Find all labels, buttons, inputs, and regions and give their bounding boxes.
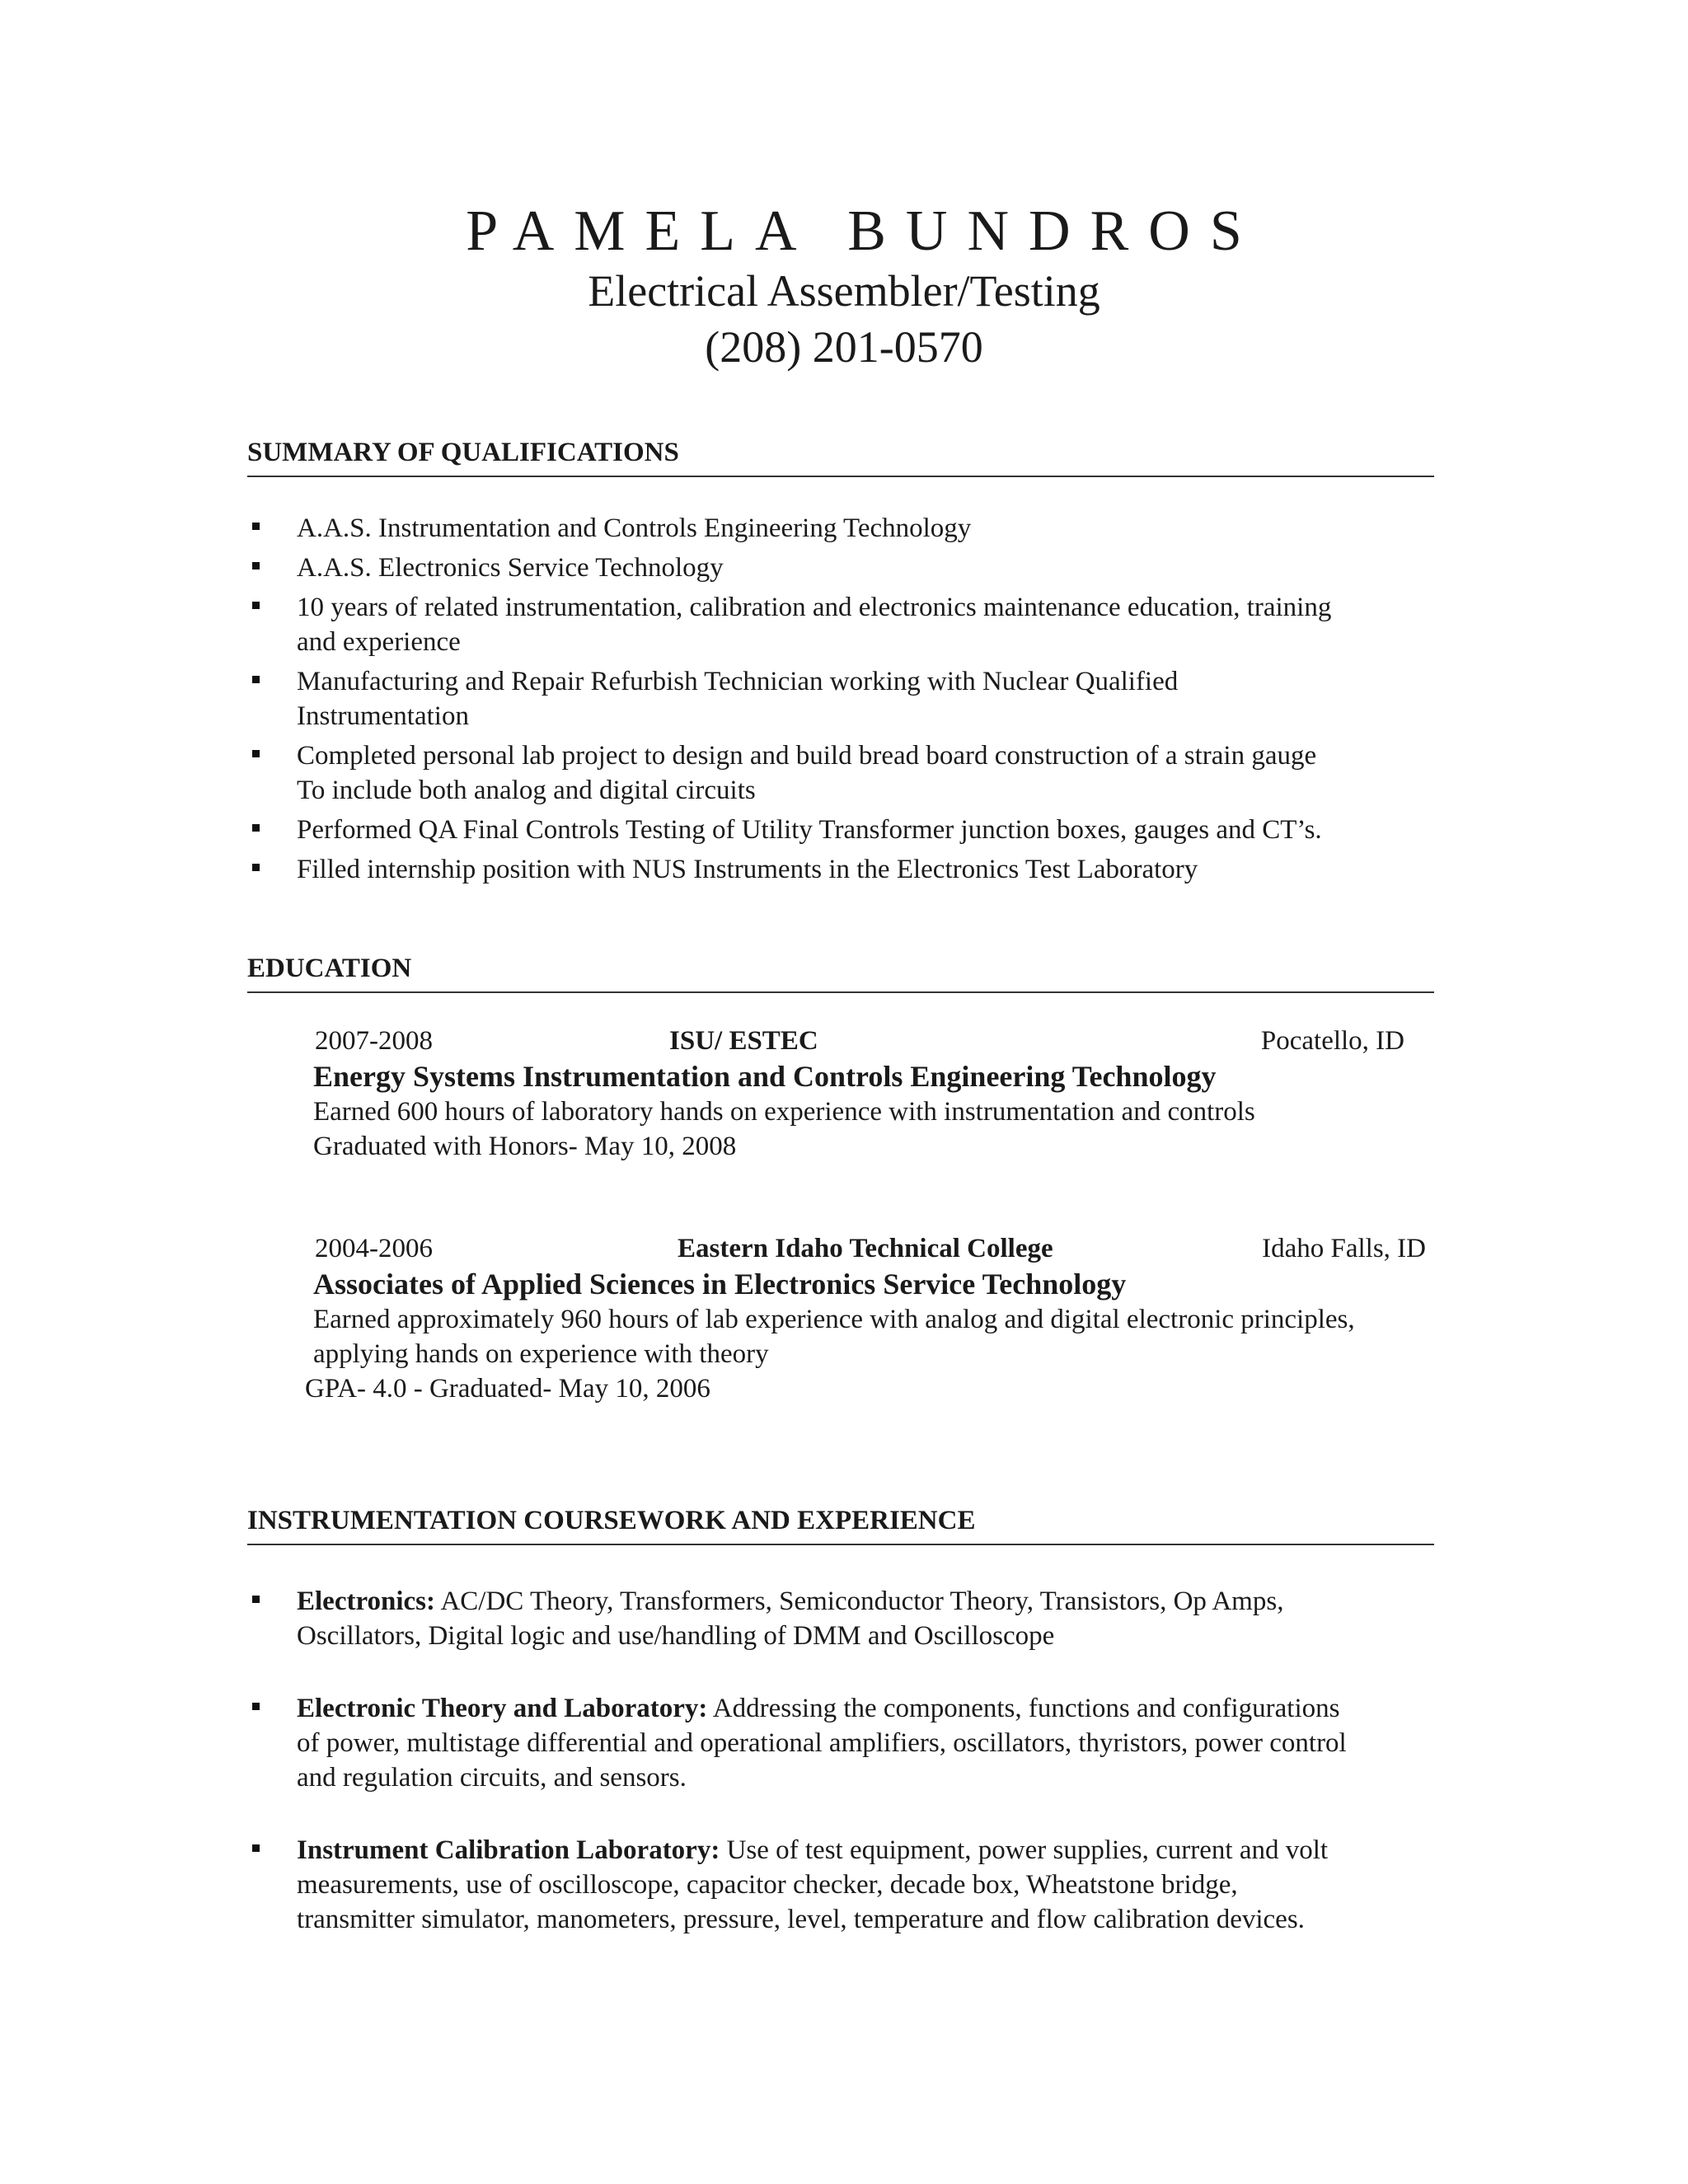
bullet-icon — [252, 676, 260, 683]
summary-item: 10 years of related instrumentation, calibration and electronics maintenance education, training and experience — [247, 590, 1434, 659]
coursework-item: Electronics: AC/DC Theory, Transformers, Semiconductor Theory, Transistors, Op Amps, Oscillators, Digital logic and use/handling of DMM and Oscilloscope — [247, 1584, 1434, 1653]
education-years: 2007-2008 — [315, 1026, 433, 1056]
summary-item: Performed QA Final Controls Testing of Utility Transformer junction boxes, gauges and CT’s. — [247, 813, 1434, 847]
summary-heading: SUMMARY OF QUALIFICATIONS — [247, 436, 1434, 477]
bullet-icon — [252, 1703, 260, 1710]
education-years: 2004-2006 — [315, 1234, 433, 1263]
bullet-icon — [252, 602, 260, 609]
applicant-name: PAMELA BUNDROS — [466, 199, 1262, 263]
coursework-list — [247, 1584, 1434, 1937]
education-entry — [305, 1231, 1434, 1406]
coursework-item: Electronic Theory and Laboratory: Addressing the components, functions and configurations of power, multistage differential and operational amplifiers, oscillators, thyristors, power control and regulation circuits, and sensors. — [247, 1691, 1434, 1795]
summary-item: A.A.S. Instrumentation and Controls Engineering Technology — [247, 511, 1434, 546]
bullet-icon — [252, 523, 260, 530]
bullet-icon — [252, 750, 260, 757]
education-degree: Energy Systems Instrumentation and Controls Engineering Technology — [313, 1060, 1217, 1093]
education-school: Eastern Idaho Technical College — [678, 1234, 1053, 1263]
education-detail: Graduated with Honors- May 10, 2008 — [313, 1132, 737, 1161]
phone-number: (208) 201-0570 — [705, 322, 983, 372]
education-entry — [313, 1024, 1434, 1164]
summary-item: A.A.S. Electronics Service Technology — [247, 551, 1434, 585]
education-detail: applying hands on experience with theory — [313, 1339, 769, 1369]
coursework-label: Instrument Calibration Laboratory: — [297, 1835, 720, 1865]
education-heading: EDUCATION — [247, 952, 1434, 993]
bullet-icon — [252, 864, 260, 871]
coursework-label: Electronic Theory and Laboratory: — [297, 1694, 708, 1723]
summary-item: Filled internship position with NUS Instruments in the Electronics Test Laboratory — [247, 852, 1434, 887]
coursework-label: Electronics: — [297, 1586, 436, 1616]
education-entry-header — [313, 1024, 1434, 1058]
coursework-heading: INSTRUMENTATION COURSEWORK AND EXPERIENCE — [247, 1504, 1434, 1545]
education-degree: Associates of Applied Sciences in Electronics Service Technology — [313, 1268, 1127, 1301]
summary-list — [247, 511, 1434, 887]
bullet-icon — [252, 1844, 260, 1852]
education-detail: Earned 600 hours of laboratory hands on experience with instrumentation and controls — [313, 1097, 1255, 1127]
bullet-icon — [252, 824, 260, 832]
job-title: Electrical Assembler/Testing — [588, 266, 1100, 316]
education-detail: GPA- 4.0 - Graduated- May 10, 2006 — [305, 1374, 710, 1404]
education-location: Idaho Falls, ID — [1262, 1234, 1426, 1263]
coursework-item: Instrument Calibration Laboratory: Use of test equipment, power supplies, current and volt measurements, use of oscilloscope, capacitor checker, decade box, Wheatstone bridge, transmitter simulator, manometers, pressure, level, temperature and flow calibration devices. — [247, 1833, 1434, 1937]
education-school: ISU/ ESTEC — [669, 1026, 818, 1056]
education-entry-header — [313, 1231, 1434, 1266]
summary-item: Completed personal lab project to design and build bread board construction of a strain gauge To include both analog and digital circuits — [247, 738, 1434, 808]
education-detail: Earned approximately 960 hours of lab experience with analog and digital electronic principles, — [313, 1305, 1355, 1334]
bullet-icon — [252, 562, 260, 569]
education-location: Pocatello, ID — [1260, 1026, 1404, 1056]
summary-item: Manufacturing and Repair Refurbish Technician working with Nuclear Qualified Instrumentation — [247, 664, 1434, 733]
bullet-icon — [252, 1596, 260, 1603]
